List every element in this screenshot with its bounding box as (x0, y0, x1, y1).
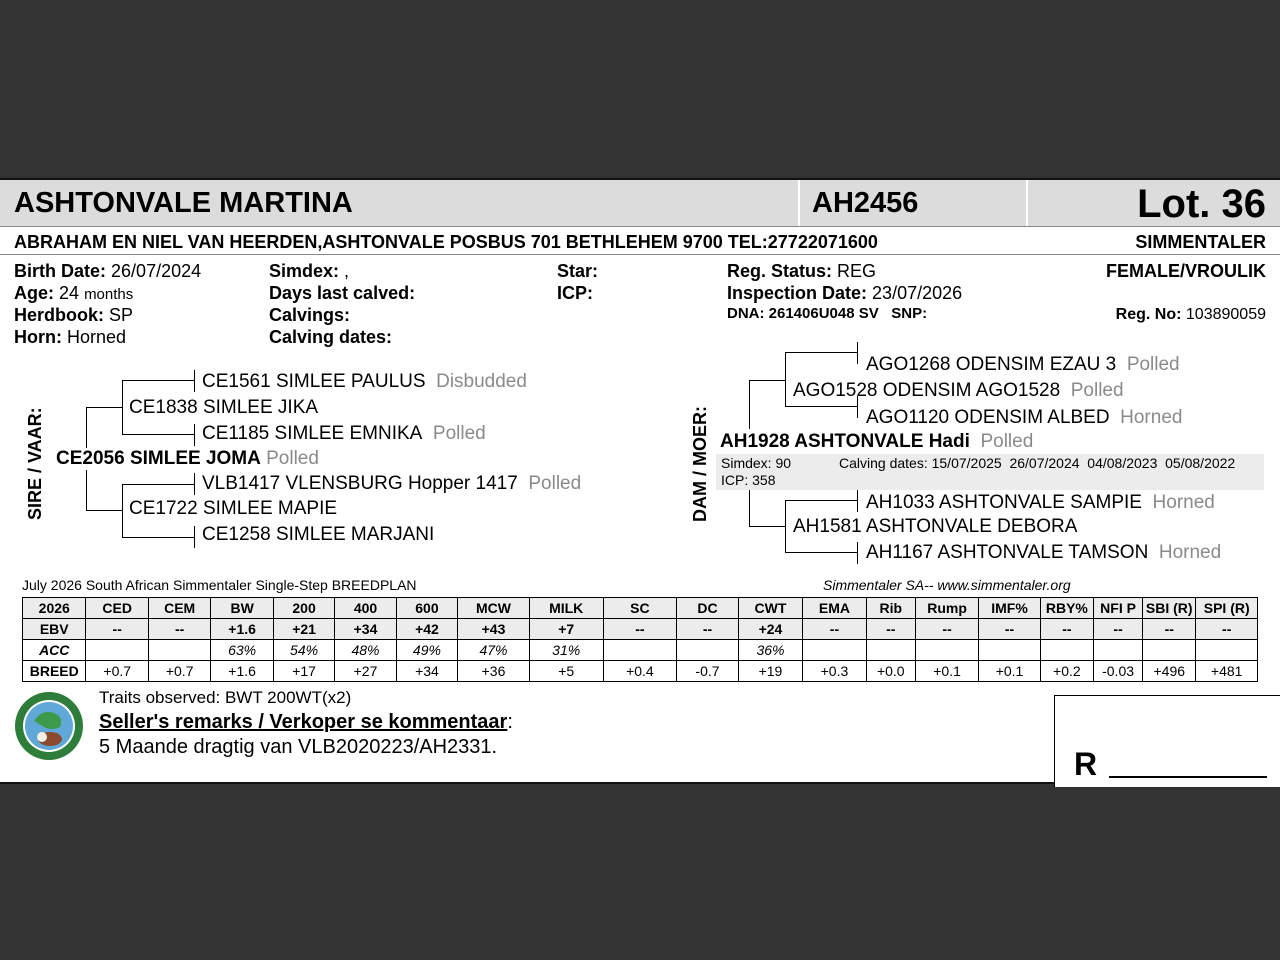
bracket-tick (194, 370, 195, 392)
headers-cell: Rib (866, 598, 915, 619)
reg-id-cell (800, 180, 1028, 226)
acc-cell: 54% (273, 640, 334, 661)
animal-name: ASHTONVALE MARTINA (14, 187, 353, 219)
breed-cell: +0.4 (603, 661, 677, 682)
bracket-line (122, 537, 194, 538)
owner-address: ABRAHAM EN NIEL VAN HEERDEN,ASHTONVALE POSBUS 701 BETHLEHEM 9700 TEL:27722071600 (14, 232, 878, 252)
sire-dam-sire: VLB1417 VLENSBURG Hopper 1417 Polled (202, 473, 582, 494)
headers-cell: MILK (529, 598, 603, 619)
bracket-line (785, 352, 857, 353)
bracket-tick (194, 526, 195, 548)
bracket-line (122, 484, 123, 538)
ebv-cell: +1.6 (211, 619, 273, 640)
birth-date: Birth Date: 26/07/2024 (14, 261, 202, 281)
traits-observed: Traits observed: BWT 200WT(x2) (99, 688, 352, 707)
ebv-header-row (23, 598, 1258, 619)
bracket-line (749, 526, 785, 527)
bracket-tick (194, 473, 195, 495)
days-last-calved: Days last calved: (269, 283, 416, 303)
headers-cell: 600 (396, 598, 457, 619)
headers-cell: 2026 (23, 598, 86, 619)
acc-cell (1094, 640, 1143, 661)
headers-cell: EMA (803, 598, 866, 619)
breed-name: SIMMENTALER (1135, 232, 1266, 252)
ebv-accuracy-row (23, 640, 1258, 661)
breed-cell: +0.1 (915, 661, 978, 682)
sex: FEMALE/VROULIK (1106, 261, 1266, 281)
dam-sire-sire: AGO1268 ODENSIM EZAU 3 Polled (866, 354, 1180, 375)
ebv-cell: -- (1040, 619, 1093, 640)
bracket-tick (857, 542, 858, 564)
price-box[interactable] (1054, 695, 1280, 787)
ebv-cell: EBV (23, 619, 86, 640)
breed-cell: +19 (738, 661, 803, 682)
price-currency: R (1074, 746, 1098, 782)
bracket-tick (194, 424, 195, 446)
dam: AH1928 ASHTONVALE Hadi Polled (720, 431, 1034, 452)
price-line[interactable] (1109, 776, 1267, 778)
breed-cell: +1.6 (211, 661, 273, 682)
headers-cell: DC (677, 598, 738, 619)
bracket-line (86, 407, 122, 408)
ebv-cell: -- (1143, 619, 1196, 640)
horn-status: Horn: Horned (14, 327, 127, 347)
lot-card (0, 178, 1280, 784)
sire-sire-dam: CE1185 SIMLEE EMNIKA Polled (202, 423, 486, 444)
headers-cell: CEM (148, 598, 210, 619)
herdbook: Herdbook: SP (14, 305, 134, 325)
ebv-cell: +34 (335, 619, 396, 640)
bracket-tick (857, 490, 858, 512)
title-bar (0, 180, 1280, 227)
ebv-cell: -- (148, 619, 210, 640)
ebv-cell: -- (677, 619, 738, 640)
sire-dam-dam: CE1258 SIMLEE MARJANI (202, 524, 435, 545)
ebv-cell: -- (915, 619, 978, 640)
reg-status: Reg. Status: REG (727, 261, 877, 281)
acc-cell (979, 640, 1040, 661)
breed-cell: -0.7 (677, 661, 738, 682)
ebv-cell: -- (1196, 619, 1258, 640)
ebv-cell: -- (803, 619, 866, 640)
ebv-cell: +24 (738, 619, 803, 640)
sire: CE2056 SIMLEE JOMA Polled (56, 448, 319, 469)
headers-cell: NFI P (1094, 598, 1143, 619)
acc-cell (915, 640, 978, 661)
acc-cell (148, 640, 210, 661)
breed-cell: +34 (396, 661, 457, 682)
dam-calving-dates: Calving dates: 15/07/2025 26/07/2024 04/08/2023 05/08/2022 (839, 455, 1236, 471)
bracket-line (122, 434, 194, 435)
headers-cell: BW (211, 598, 273, 619)
acc-cell (803, 640, 866, 661)
headers-cell: SC (603, 598, 677, 619)
breed-cell: +0.1 (979, 661, 1040, 682)
breed-cell: +5 (529, 661, 603, 682)
bracket-line (785, 352, 786, 407)
star-label: Star: (557, 261, 599, 281)
inspection-date: Inspection Date: 23/07/2026 (727, 283, 963, 303)
acc-cell (86, 640, 148, 661)
headers-cell: CWT (738, 598, 803, 619)
sellers-remarks-text: 5 Maande dragtig van VLB2020223/AH2331. (99, 736, 498, 758)
breed-cell: -0.03 (1094, 661, 1143, 682)
sire-sire-sire: CE1561 SIMLEE PAULUS Disbudded (202, 371, 527, 392)
bracket-line (122, 380, 123, 435)
dam-simdex: Simdex: 90 (721, 455, 792, 471)
headers-cell: IMF% (979, 598, 1040, 619)
sellers-remarks-heading: Seller's remarks / Verkoper se kommentaar: (99, 711, 513, 733)
ebv-cell: -- (979, 619, 1040, 640)
bracket-line (785, 500, 786, 553)
breed-cell: +0.0 (866, 661, 915, 682)
ebv-cell: +21 (273, 619, 334, 640)
dam-info-box (716, 454, 1264, 490)
acc-cell: 49% (396, 640, 457, 661)
bracket-line (785, 406, 857, 407)
simdex: Simdex: , (269, 261, 350, 281)
ebv-cell: -- (866, 619, 915, 640)
calving-dates: Calving dates: (269, 327, 393, 347)
simmentaler-sa-logo (14, 691, 84, 761)
headers-cell: 200 (273, 598, 334, 619)
bracket-line (785, 500, 857, 501)
ebv-cell: -- (603, 619, 677, 640)
owner-bar (0, 229, 1280, 255)
bracket-line (122, 484, 194, 485)
headers-cell: Rump (915, 598, 978, 619)
acc-cell (677, 640, 738, 661)
acc-cell: ACC (23, 640, 86, 661)
headers-cell: SBI (R) (1143, 598, 1196, 619)
breedplan-caption: July 2026 South African Simmentaler Single-Step BREEDPLAN (22, 577, 417, 593)
ebv-table (22, 597, 1258, 682)
reg-no: Reg. No: 103890059 (1115, 306, 1266, 323)
sire-side-label: SIRE / VAAR: (25, 407, 45, 520)
acc-cell: 63% (211, 640, 273, 661)
dam-icp: ICP: 358 (721, 472, 776, 488)
bracket-line (749, 488, 750, 527)
breed-cell: +0.3 (803, 661, 866, 682)
breed-cell: +0.7 (86, 661, 148, 682)
ebv-cell: -- (1094, 619, 1143, 640)
name-cell (0, 180, 800, 226)
acc-cell: 48% (335, 640, 396, 661)
dam-sire-dam: AGO1120 ODENSIM ALBED Horned (866, 407, 1183, 428)
headers-cell: CED (86, 598, 148, 619)
bracket-line (749, 380, 750, 429)
sire-sire: CE1838 SIMLEE JIKA (129, 397, 319, 418)
acc-cell (603, 640, 677, 661)
dam-side-label: DAM / MOER: (690, 406, 710, 522)
acc-cell (1196, 640, 1258, 661)
ebv-cell: +42 (396, 619, 457, 640)
bracket-line (86, 510, 122, 511)
bracket-line (785, 552, 857, 553)
bracket-tick (857, 342, 858, 364)
animal-reg-id: AH2456 (812, 187, 919, 219)
bracket-line (749, 380, 785, 381)
headers-cell: MCW (458, 598, 530, 619)
lot-number: Lot. 36 (1137, 182, 1266, 226)
breed-cell: +481 (1196, 661, 1258, 682)
acc-cell: 31% (529, 640, 603, 661)
breed-cell: +27 (335, 661, 396, 682)
dam-dam-dam: AH1167 ASHTONVALE TAMSON Horned (866, 542, 1222, 563)
dam-sire: AGO1528 ODENSIM AGO1528 Polled (793, 380, 1124, 401)
acc-cell (1143, 640, 1196, 661)
age: Age: 24 months (14, 283, 134, 303)
ebv-values-row (23, 619, 1258, 640)
breed-cell: +17 (273, 661, 334, 682)
headers-cell: SPI (R) (1196, 598, 1258, 619)
dam-dam-sire: AH1033 ASHTONVALE SAMPIE Horned (866, 492, 1215, 513)
acc-cell (866, 640, 915, 661)
breed-cell: +0.2 (1040, 661, 1093, 682)
ebv-cell: +7 (529, 619, 603, 640)
bracket-line (122, 380, 194, 381)
dna-snp: DNA: 261406U048 SV SNP: (727, 305, 928, 322)
breed-cell: +496 (1143, 661, 1196, 682)
breed-cell: +0.7 (148, 661, 210, 682)
ebv-breed-avg-row (23, 661, 1258, 682)
breedplan-source: Simmentaler SA-- www.simmentaler.org (823, 577, 1071, 593)
sire-dam: CE1722 SIMLEE MAPIE (129, 498, 338, 519)
ebv-cell: -- (86, 619, 148, 640)
breed-cell: BREED (23, 661, 86, 682)
headers-cell: 400 (335, 598, 396, 619)
breed-cell: +36 (458, 661, 530, 682)
acc-cell: 47% (458, 640, 530, 661)
headers-cell: RBY% (1040, 598, 1093, 619)
icp-label: ICP: (557, 283, 593, 303)
ebv-cell: +43 (458, 619, 530, 640)
acc-cell (1040, 640, 1093, 661)
acc-cell: 36% (738, 640, 803, 661)
dam-dam: AH1581 ASHTONVALE DEBORA (793, 516, 1078, 537)
calvings: Calvings: (269, 305, 351, 325)
